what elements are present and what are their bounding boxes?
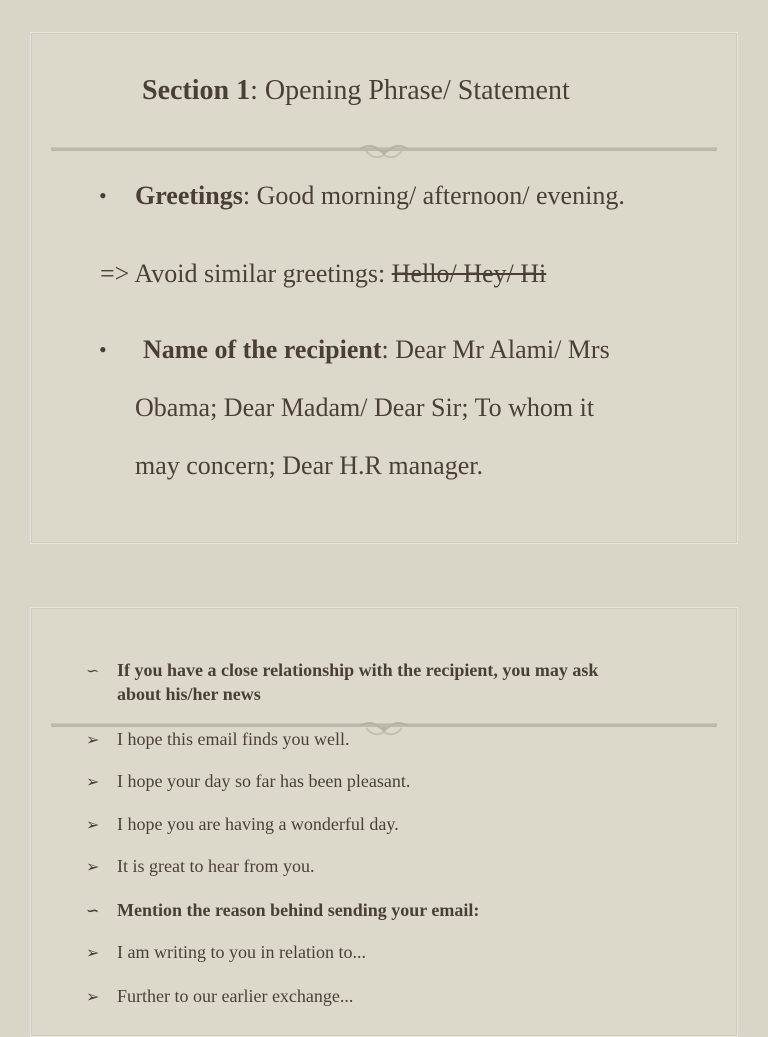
section-title-rest: : Opening Phrase/ Statement xyxy=(250,75,570,106)
section-title-bold: Section 1 xyxy=(142,75,251,106)
avoid-struck-greetings: Hello/ Hey/ Hi xyxy=(391,259,547,288)
list-item-text: Further to our earlier exchange... xyxy=(117,986,354,1006)
heading-1-line-2: about his/her news xyxy=(117,684,261,704)
slide-1 xyxy=(30,32,738,544)
list-item xyxy=(86,771,410,792)
heading-2 xyxy=(86,900,479,921)
heading-1-marker xyxy=(86,660,117,681)
list-item-text: I hope your day so far has been pleasant. xyxy=(117,771,411,791)
ornament-bullet-icon: ∽ xyxy=(86,903,100,920)
greetings-line xyxy=(135,181,625,211)
arrowhead-bullet-icon: ➢ xyxy=(86,732,100,749)
list-item xyxy=(86,986,353,1007)
bullet-dot-icon: • xyxy=(99,337,107,362)
bullet-dot-icon: • xyxy=(99,183,107,208)
arrowhead-bullet-icon: ➢ xyxy=(86,945,100,962)
avoid-prefix: => Avoid similar greetings: xyxy=(100,259,392,288)
divider-ornament-icon xyxy=(356,718,412,740)
list-item xyxy=(86,856,314,877)
section-title xyxy=(142,75,570,107)
recipient-line-3: may concern; Dear H.R manager. xyxy=(135,451,483,480)
recipient-line-1 xyxy=(143,335,610,365)
arrowhead-bullet-icon: ➢ xyxy=(86,989,100,1006)
divider-ornament-icon xyxy=(356,141,412,163)
avoid-line xyxy=(100,259,546,289)
list-item-text: I hope you are having a wonderful day. xyxy=(117,814,399,834)
heading-2-text: Mention the reason behind sending your email: xyxy=(117,900,480,920)
heading-1-line-1: If you have a close relationship with the recipient, you may ask xyxy=(117,660,599,680)
list-item xyxy=(86,729,349,750)
list-item-text: It is great to hear from you. xyxy=(117,856,315,876)
recipient-line-2: Obama; Dear Madam/ Dear Sir; To whom it xyxy=(135,393,595,422)
arrowhead-bullet-icon: ➢ xyxy=(86,859,100,876)
arrowhead-bullet-icon: ➢ xyxy=(86,817,100,834)
list-item-text: I hope this email finds you well. xyxy=(117,729,350,749)
recipient-label: Name of the recipient xyxy=(143,335,382,364)
greetings-label: Greetings xyxy=(135,181,243,210)
list-item xyxy=(86,942,366,963)
list-item xyxy=(86,814,399,835)
greetings-text: : Good morning/ afternoon/ evening. xyxy=(242,181,625,210)
slide-2 xyxy=(30,607,738,1037)
recipient-text-1: : Dear Mr Alami/ Mrs xyxy=(381,335,610,364)
ornament-bullet-icon: ∽ xyxy=(86,663,100,680)
arrowhead-bullet-icon: ➢ xyxy=(86,774,100,791)
list-item-text: I am writing to you in relation to... xyxy=(117,942,366,962)
